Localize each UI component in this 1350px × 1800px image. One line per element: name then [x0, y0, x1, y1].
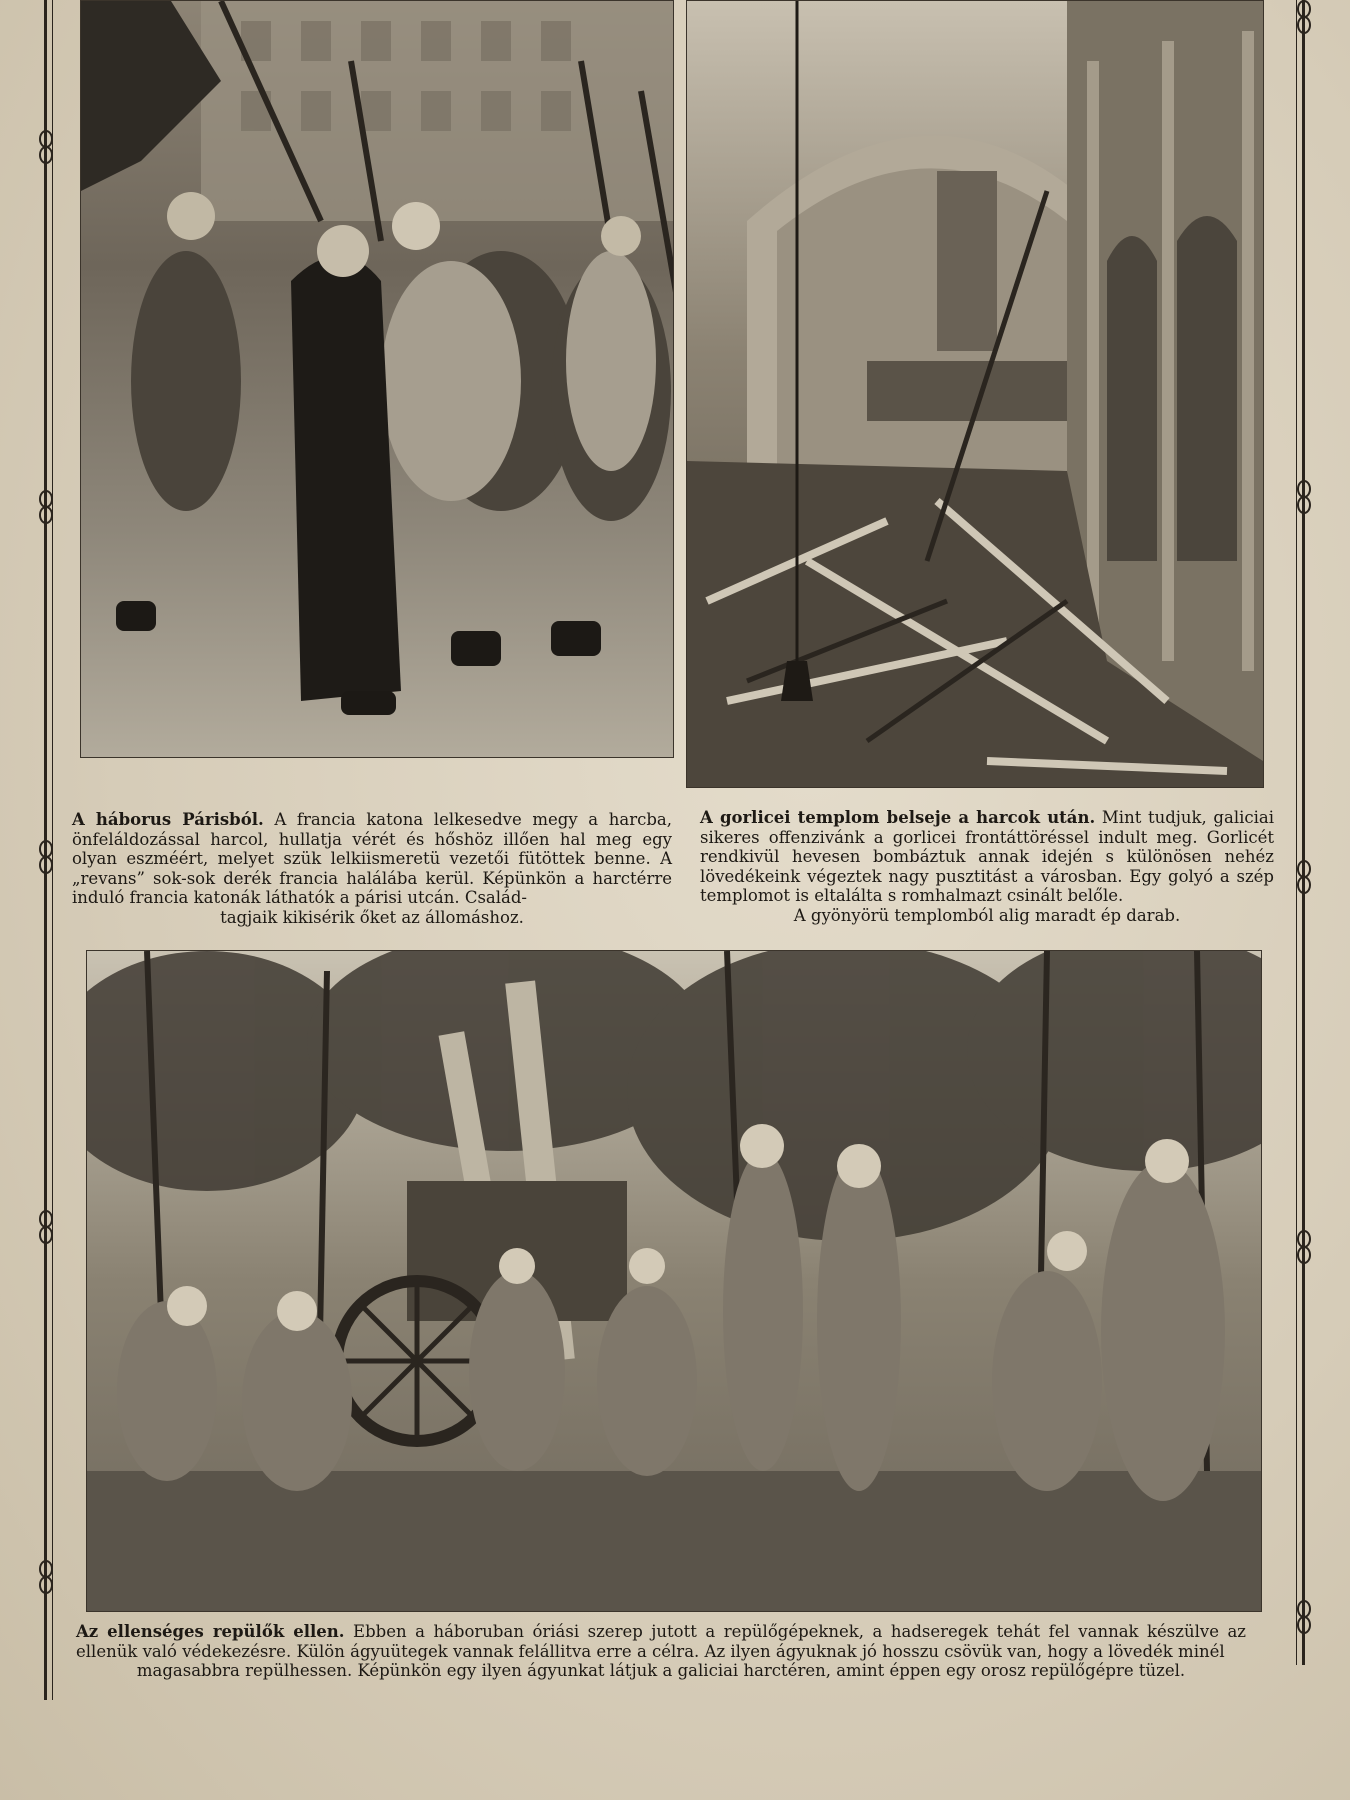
caption-gorlice-body: Mint tudjuk, galiciai sikeres offenzivánk a gorlicei frontáttöréssel indult meg. Gorlicét rendkivül hevesen bombáztuk annak idején s különösen nehéz lövedékeink végeztek nagy pusztitást a városban. Egy golyó a szép templomot is eltalálta s romhalmazt csinált belőle. [700, 808, 1275, 905]
caption-aircraft-last-line: magasabbra repülhessen. Képünkön egy ilyen ágyunkat látjuk a galiciai harctéren, amint éppen egy orosz repülőgépre tüzel. [136, 1661, 1186, 1680]
photo-gorlice-church-ruins [686, 0, 1264, 788]
border-ornament [37, 130, 53, 164]
photo-anti-aircraft-gun [86, 950, 1262, 1612]
border-ornament [1295, 480, 1311, 514]
border-ornament [37, 1210, 53, 1244]
caption-paris-body: A francia katona lelkesedve megy a harcba, önfeláldozással harcol, hullatja vérét és hőshöz illően hal meg egy olyan eszméért, melyet szük lelkiismeretü vezetői fütöttek benne. A „revans” sok-sok derék francia halálába kerül. Képünkön a harctérre induló francia katonák láthatók a párisi utcán. Család- [72, 810, 672, 907]
border-ornament [37, 490, 53, 524]
caption-aircraft-body: Ebben a háboruban óriási szerep jutott a repülőgépeknek, a hadseregek tehát fel vannak készülve az ellenük való védekezésre. Külön ágyuütegek vannak felállitva erre a célra. Az ilyen ágyuknak jó hosszu csövük van, hogy a lövedék minél [76, 1622, 1246, 1661]
caption-aircraft [76, 1622, 1246, 1681]
caption-gorlice [700, 808, 1274, 925]
caption-paris-last-line: tagjaik kikisérik őket az állomáshoz. [220, 907, 524, 927]
caption-gorlice-last-line: A gyönyörü templomból alig maradt ép darab. [793, 905, 1181, 925]
caption-aircraft-title: Az ellenséges repülők ellen. [76, 1622, 345, 1641]
border-ornament [1295, 860, 1311, 894]
caption-gorlice-title: A gorlicei templom belseje a harcok után. [700, 808, 1096, 827]
border-ornament [37, 840, 53, 874]
border-ornament [1295, 0, 1311, 34]
right-border-rule [1302, 0, 1305, 1665]
border-ornament [1295, 1230, 1311, 1264]
right-border-rule-inner [1296, 0, 1297, 1665]
border-ornament [1295, 1600, 1311, 1634]
border-ornament [37, 1560, 53, 1594]
caption-paris-title: A háborus Párisból. [72, 810, 264, 829]
caption-paris [72, 810, 672, 927]
photo-paris-soldiers [80, 0, 674, 758]
